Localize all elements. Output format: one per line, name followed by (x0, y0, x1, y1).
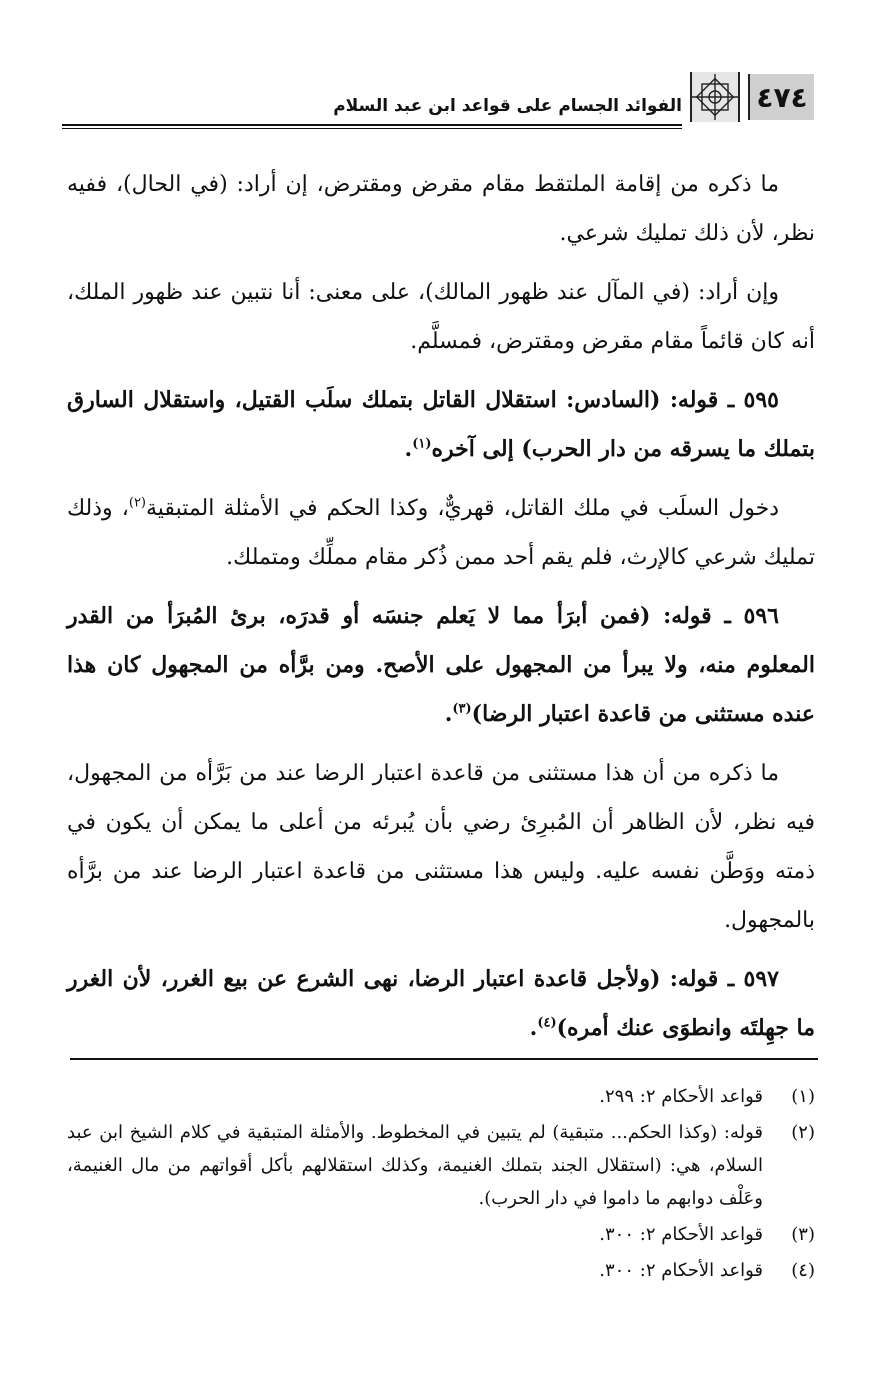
paragraph-4 (67, 749, 815, 945)
paragraph-end: . (404, 436, 413, 462)
footnotes (67, 1080, 815, 1290)
paragraph-3 (67, 484, 815, 582)
footnote-ref[interactable]: (١) (412, 436, 432, 452)
running-header (62, 70, 814, 128)
footnote-marker: (٣) (791, 1224, 815, 1245)
paragraph-text: ٥٩٦ ـ قوله: (فمن أبرَأ مما لا يَعلم جنسَه أو قدرَه، برئ المُبرَأ من القدر المعلوم منه، ولا يبرأ من المجهول على الأصح. ومن برَّأه من المجهول كان هذا عنده مستثنى من قاعدة اعتبار الرضا) (67, 603, 815, 727)
paragraph-text: دخول السلَب في ملك القاتل، قهريٌّ، وكذا الحكم في الأمثلة المتبقية (146, 496, 779, 521)
footnote-separator (70, 1058, 818, 1060)
footnote-4 (67, 1254, 815, 1287)
paragraph-end: . (529, 1015, 538, 1041)
quote-597 (67, 955, 815, 1053)
footnote-ref[interactable]: (٤) (537, 1015, 557, 1031)
book-title: الفوائد الجسام على قواعد ابن عبد السلام (333, 96, 682, 116)
paragraph-text: ما ذكره من إقامة الملتقط مقام مقرض ومقترض، إن أراد: (في الحال)، ففيه نظر، لأن ذلك تمليك شرعي. (67, 172, 815, 246)
footnote-text: قواعد الأحكام ٢: ٣٠٠. (599, 1224, 763, 1245)
header-rule (62, 124, 682, 126)
quote-595 (67, 376, 815, 474)
paragraph-end: ، وذلك تمليك شرعي كالإرث، فلم يقم أحد ممن ذُكر مقام مملِّك ومتملك. (67, 496, 815, 570)
footnote-ref[interactable]: (٢) (128, 495, 146, 511)
footnote-marker: (٢) (791, 1122, 815, 1143)
footnote-ref[interactable]: (٣) (452, 701, 472, 717)
paragraph-end: . (444, 701, 453, 727)
page-number: ٤٧٤ (748, 74, 814, 120)
paragraph-text: ٥٩٧ ـ قوله: (ولأجل قاعدة اعتبار الرضا، نهى الشرع عن بيع الغرر، لأن الغرر ما جهِلتَه وانطوَى عنك أمره) (67, 966, 815, 1041)
paragraph-2 (67, 268, 815, 366)
paragraph-1 (67, 160, 815, 258)
paragraph-text: ما ذكره من أن هذا مستثنى من قاعدة اعتبار الرضا عند من بَرَّأه من المجهول، فيه نظر، لأن الظاهر أن المُبرِئ رضي بأن يُبرئه من أعلى ما يمكن أن يكون في ذمته ووَطَّن نفسه عليه. وليس هذا مستثنى من قاعدة اعتبار الرضا عند من برَّأه بالمجهول. (67, 761, 815, 933)
footnote-2 (67, 1116, 815, 1215)
paragraph-text: ٥٩٥ ـ قوله: (السادس: استقلال القاتل بتملك سلَب القتيل، واستقلال السارق بتملك ما يسرقه من دار الحرب) إلى آخره (67, 387, 815, 462)
footnote-1 (67, 1080, 815, 1113)
footnote-text: قواعد الأحكام ٢: ٢٩٩. (599, 1086, 763, 1107)
footnote-marker: (١) (791, 1086, 815, 1107)
footnote-text: قوله: (وكذا الحكم... متبقية) لم يتبين في المخطوط. والأمثلة المتبقية في كلام الشيخ ابن عبد السلام، هي: (استقلال الجند بتملك الغنيمة، وكذلك استقلالهم بأكل أقواتهم من مال الغنيمة، وعَلْف دوابهم ما داموا في دار الحرب). (67, 1122, 763, 1209)
paragraph-text: وإن أراد: (في المآل عند ظهور المالك)، على معنى: أنا نتبين عند ظهور الملك، أنه كان قائماً مقام مقرض ومقترض، فمسلَّم. (67, 280, 815, 354)
quote-596 (67, 592, 815, 739)
footnote-text: قواعد الأحكام ٢: ٣٠٠. (599, 1260, 763, 1281)
header-rule-thin (62, 128, 682, 129)
footnote-3 (67, 1218, 815, 1251)
footnote-marker: (٤) (791, 1260, 815, 1281)
islamic-star-ornament-icon (690, 72, 740, 122)
main-text (67, 160, 815, 1063)
